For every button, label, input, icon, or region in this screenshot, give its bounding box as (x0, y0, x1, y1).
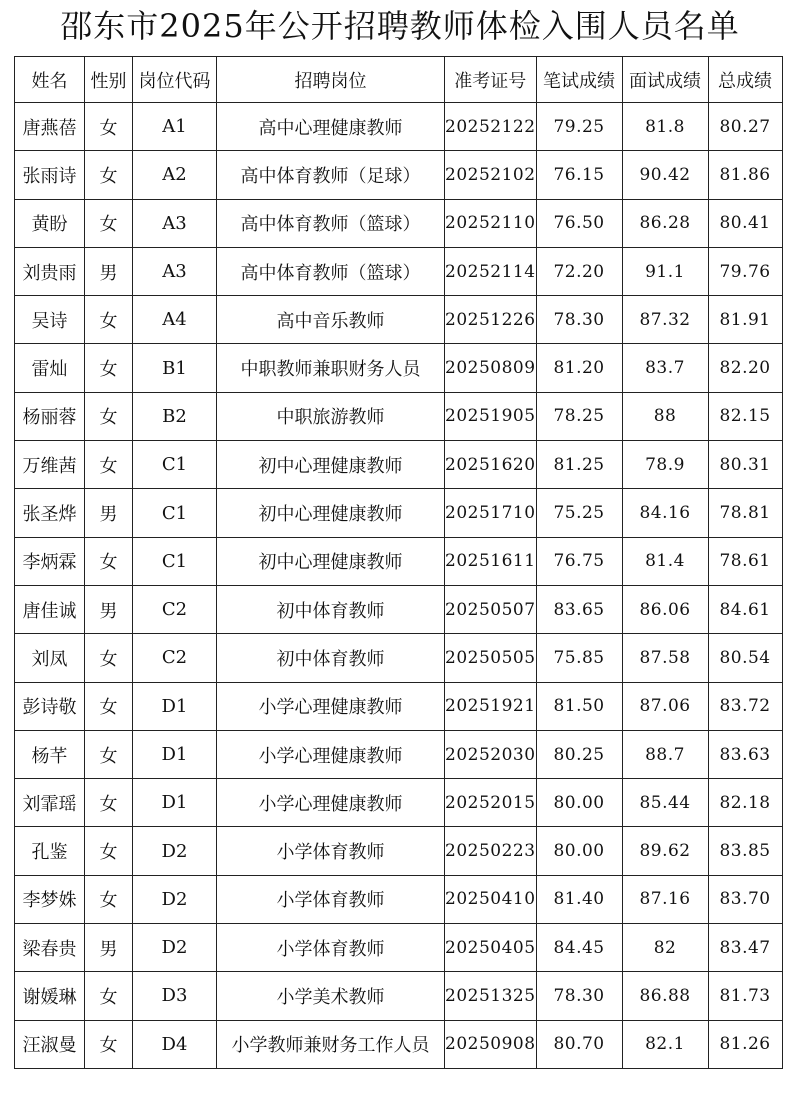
cell-name: 彭诗敬 (15, 682, 85, 730)
cell-written-score: 81.40 (536, 875, 622, 923)
cell-total-score: 82.18 (708, 779, 782, 827)
cell-exam-number: 20252015 (445, 779, 537, 827)
table-row (15, 924, 783, 972)
cell-position-code: D2 (133, 827, 217, 875)
cell-gender: 女 (85, 1020, 133, 1068)
cell-position: 中职旅游教师 (217, 392, 445, 440)
cell-interview-score: 88.7 (622, 730, 708, 778)
cell-total-score: 82.15 (708, 392, 782, 440)
cell-interview-score: 86.88 (622, 972, 708, 1020)
cell-written-score: 81.20 (536, 344, 622, 392)
cell-total-score: 79.76 (708, 247, 782, 295)
cell-position: 初中心理健康教师 (217, 489, 445, 537)
cell-position: 初中体育教师 (217, 585, 445, 633)
cell-interview-score: 81.4 (622, 537, 708, 585)
cell-position: 小学美术教师 (217, 972, 445, 1020)
cell-written-score: 80.00 (536, 779, 622, 827)
cell-exam-number: 20252102 (445, 151, 537, 199)
cell-position: 高中心理健康教师 (217, 103, 445, 151)
cell-position: 小学心理健康教师 (217, 730, 445, 778)
cell-written-score: 76.50 (536, 199, 622, 247)
cell-exam-number: 20251226 (445, 296, 537, 344)
cell-interview-score: 90.42 (622, 151, 708, 199)
cell-gender: 女 (85, 779, 133, 827)
cell-name: 黄盼 (15, 199, 85, 247)
table-row (15, 585, 783, 633)
cell-interview-score: 82 (622, 924, 708, 972)
cell-position: 初中心理健康教师 (217, 537, 445, 585)
cell-position-code: A4 (133, 296, 217, 344)
cell-position-code: D1 (133, 730, 217, 778)
cell-written-score: 83.65 (536, 585, 622, 633)
cell-name: 杨芊 (15, 730, 85, 778)
cell-total-score: 83.63 (708, 730, 782, 778)
cell-exam-number: 20251921 (445, 682, 537, 730)
cell-exam-number: 20251611 (445, 537, 537, 585)
cell-written-score: 75.25 (536, 489, 622, 537)
cell-written-score: 80.25 (536, 730, 622, 778)
header-position: 招聘岗位 (217, 57, 445, 103)
cell-gender: 女 (85, 392, 133, 440)
cell-interview-score: 78.9 (622, 441, 708, 489)
header-interview-score: 面试成绩 (622, 57, 708, 103)
cell-position-code: A2 (133, 151, 217, 199)
cell-position-code: D3 (133, 972, 217, 1020)
cell-position: 小学体育教师 (217, 924, 445, 972)
cell-exam-number: 20250405 (445, 924, 537, 972)
table-row (15, 103, 783, 151)
cell-name: 刘贵雨 (15, 247, 85, 295)
cell-interview-score: 88 (622, 392, 708, 440)
cell-position-code: B2 (133, 392, 217, 440)
cell-position-code: C2 (133, 634, 217, 682)
cell-name: 万维茜 (15, 441, 85, 489)
cell-written-score: 81.25 (536, 441, 622, 489)
cell-interview-score: 85.44 (622, 779, 708, 827)
cell-gender: 女 (85, 344, 133, 392)
cell-gender: 女 (85, 730, 133, 778)
cell-position: 高中体育教师（足球） (217, 151, 445, 199)
cell-exam-number: 20251710 (445, 489, 537, 537)
cell-gender: 男 (85, 489, 133, 537)
cell-gender: 女 (85, 103, 133, 151)
cell-interview-score: 82.1 (622, 1020, 708, 1068)
cell-name: 刘霏瑶 (15, 779, 85, 827)
cell-name: 刘凤 (15, 634, 85, 682)
cell-position: 小学体育教师 (217, 827, 445, 875)
cell-position-code: D1 (133, 779, 217, 827)
cell-name: 李梦姝 (15, 875, 85, 923)
cell-position-code: C1 (133, 489, 217, 537)
cell-written-score: 79.25 (536, 103, 622, 151)
table-row (15, 730, 783, 778)
cell-position: 小学教师兼财务工作人员 (217, 1020, 445, 1068)
cell-interview-score: 84.16 (622, 489, 708, 537)
cell-gender: 女 (85, 199, 133, 247)
cell-exam-number: 20250507 (445, 585, 537, 633)
cell-total-score: 80.41 (708, 199, 782, 247)
cell-gender: 女 (85, 682, 133, 730)
cell-name: 谢媛琳 (15, 972, 85, 1020)
cell-name: 汪淑曼 (15, 1020, 85, 1068)
cell-exam-number: 20252110 (445, 199, 537, 247)
cell-written-score: 75.85 (536, 634, 622, 682)
cell-interview-score: 83.7 (622, 344, 708, 392)
table-row (15, 441, 783, 489)
cell-interview-score: 89.62 (622, 827, 708, 875)
cell-position-code: D2 (133, 924, 217, 972)
cell-gender: 男 (85, 585, 133, 633)
cell-position: 中职教师兼职财务人员 (217, 344, 445, 392)
cell-total-score: 83.70 (708, 875, 782, 923)
cell-position: 高中体育教师（篮球） (217, 199, 445, 247)
cell-interview-score: 87.32 (622, 296, 708, 344)
cell-name: 孔鉴 (15, 827, 85, 875)
cell-total-score: 82.20 (708, 344, 782, 392)
cell-exam-number: 20252114 (445, 247, 537, 295)
cell-written-score: 78.30 (536, 296, 622, 344)
cell-position: 小学心理健康教师 (217, 779, 445, 827)
table-body (15, 103, 783, 1069)
cell-position-code: A1 (133, 103, 217, 151)
table-row (15, 489, 783, 537)
cell-exam-number: 20252122 (445, 103, 537, 151)
cell-written-score: 72.20 (536, 247, 622, 295)
cell-position: 初中心理健康教师 (217, 441, 445, 489)
cell-interview-score: 87.16 (622, 875, 708, 923)
cell-name: 唐燕蓓 (15, 103, 85, 151)
cell-total-score: 78.81 (708, 489, 782, 537)
cell-position: 高中体育教师（篮球） (217, 247, 445, 295)
cell-gender: 女 (85, 972, 133, 1020)
cell-total-score: 83.47 (708, 924, 782, 972)
cell-position-code: D2 (133, 875, 217, 923)
cell-written-score: 76.75 (536, 537, 622, 585)
table-row (15, 151, 783, 199)
table-row (15, 392, 783, 440)
cell-position-code: B1 (133, 344, 217, 392)
cell-name: 张雨诗 (15, 151, 85, 199)
cell-written-score: 84.45 (536, 924, 622, 972)
cell-exam-number: 20251325 (445, 972, 537, 1020)
cell-gender: 女 (85, 296, 133, 344)
header-total-score: 总成绩 (708, 57, 782, 103)
cell-total-score: 84.61 (708, 585, 782, 633)
cell-name: 雷灿 (15, 344, 85, 392)
cell-written-score: 80.00 (536, 827, 622, 875)
table-row (15, 779, 783, 827)
table-row (15, 972, 783, 1020)
cell-position: 初中体育教师 (217, 634, 445, 682)
cell-position-code: C1 (133, 537, 217, 585)
cell-exam-number: 20250223 (445, 827, 537, 875)
table-row (15, 296, 783, 344)
header-gender: 性别 (85, 57, 133, 103)
cell-position-code: A3 (133, 199, 217, 247)
cell-gender: 女 (85, 441, 133, 489)
cell-position-code: D1 (133, 682, 217, 730)
table-row (15, 827, 783, 875)
cell-exam-number: 20251620 (445, 441, 537, 489)
cell-written-score: 78.25 (536, 392, 622, 440)
table-row (15, 1020, 783, 1068)
cell-interview-score: 87.58 (622, 634, 708, 682)
cell-gender: 女 (85, 827, 133, 875)
table-row (15, 199, 783, 247)
table-row (15, 875, 783, 923)
cell-exam-number: 20250908 (445, 1020, 537, 1068)
cell-total-score: 80.27 (708, 103, 782, 151)
cell-gender: 女 (85, 151, 133, 199)
cell-interview-score: 91.1 (622, 247, 708, 295)
cell-position-code: C1 (133, 441, 217, 489)
cell-total-score: 80.31 (708, 441, 782, 489)
cell-name: 梁春贵 (15, 924, 85, 972)
cell-gender: 女 (85, 634, 133, 682)
table-row (15, 634, 783, 682)
table-row (15, 537, 783, 585)
table-row (15, 247, 783, 295)
table-row (15, 344, 783, 392)
cell-position-code: D4 (133, 1020, 217, 1068)
cell-exam-number: 20251905 (445, 392, 537, 440)
cell-gender: 女 (85, 875, 133, 923)
cell-interview-score: 87.06 (622, 682, 708, 730)
cell-written-score: 76.15 (536, 151, 622, 199)
table-header-row (15, 57, 783, 103)
cell-interview-score: 86.28 (622, 199, 708, 247)
cell-name: 张圣烨 (15, 489, 85, 537)
cell-total-score: 83.72 (708, 682, 782, 730)
cell-total-score: 83.85 (708, 827, 782, 875)
cell-written-score: 78.30 (536, 972, 622, 1020)
cell-exam-number: 20250410 (445, 875, 537, 923)
cell-exam-number: 20250505 (445, 634, 537, 682)
header-exam-number: 准考证号 (445, 57, 537, 103)
cell-written-score: 80.70 (536, 1020, 622, 1068)
table-row (15, 682, 783, 730)
cell-total-score: 81.86 (708, 151, 782, 199)
cell-name: 唐佳诚 (15, 585, 85, 633)
cell-position-code: A3 (133, 247, 217, 295)
candidate-table (14, 56, 783, 1069)
cell-name: 吴诗 (15, 296, 85, 344)
cell-position-code: C2 (133, 585, 217, 633)
cell-written-score: 81.50 (536, 682, 622, 730)
cell-position: 小学体育教师 (217, 875, 445, 923)
cell-name: 杨丽蓉 (15, 392, 85, 440)
cell-total-score: 81.26 (708, 1020, 782, 1068)
cell-total-score: 81.91 (708, 296, 782, 344)
cell-position: 小学心理健康教师 (217, 682, 445, 730)
page-title: 邵东市2025年公开招聘教师体检入围人员名单 (60, 7, 740, 45)
cell-interview-score: 81.8 (622, 103, 708, 151)
header-name: 姓名 (15, 57, 85, 103)
cell-name: 李炳霖 (15, 537, 85, 585)
cell-gender: 男 (85, 247, 133, 295)
header-position-code: 岗位代码 (133, 57, 217, 103)
cell-gender: 女 (85, 537, 133, 585)
cell-gender: 男 (85, 924, 133, 972)
cell-exam-number: 20250809 (445, 344, 537, 392)
cell-total-score: 80.54 (708, 634, 782, 682)
header-written-score: 笔试成绩 (536, 57, 622, 103)
cell-total-score: 78.61 (708, 537, 782, 585)
cell-position: 高中音乐教师 (217, 296, 445, 344)
cell-interview-score: 86.06 (622, 585, 708, 633)
cell-exam-number: 20252030 (445, 730, 537, 778)
cell-total-score: 81.73 (708, 972, 782, 1020)
